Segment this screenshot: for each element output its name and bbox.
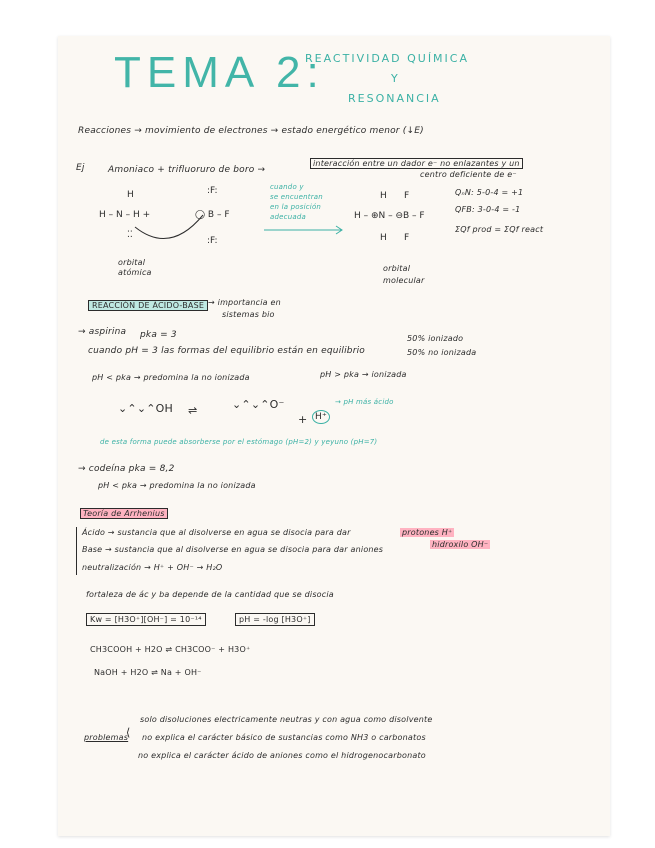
- charge-n: QₙN: 5-0-4 = +1: [455, 188, 524, 197]
- lewis-reactants: [95, 185, 295, 255]
- codeina: → codeína pka = 8,2: [78, 464, 175, 474]
- bracket: [76, 527, 77, 575]
- eq-note: → pH más ácido: [335, 398, 394, 406]
- acid-highlight: protones H⁺: [402, 528, 453, 537]
- ph-greater-pka: pH > pka → ionizada: [320, 370, 407, 379]
- svg-text:⁚⁚: ⁚⁚: [127, 230, 133, 240]
- neutralization: neutralización → H⁺ + OH⁻ → H₂O: [82, 563, 223, 572]
- charge-sum: ΣQf prod = ΣQf react: [455, 225, 544, 234]
- subtitle-line2: Y: [391, 72, 398, 85]
- strength-line: fortaleza de ác y ba depende de la cantidad que se disocia: [86, 590, 334, 599]
- aspirina-equilibrium: cuando pH = 3 las formas del equilibrio están en equilibrio: [88, 346, 366, 356]
- svg-text:H – N – H +: H – N – H +: [99, 210, 151, 220]
- eq-left: ⌄⌃⌄⌃OH: [118, 402, 173, 415]
- svg-text:◯ B – F: ◯ B – F: [195, 210, 230, 220]
- example-box-2: centro deficiente de e⁻: [420, 170, 517, 179]
- orbital-molecular-2: molecular: [383, 276, 425, 285]
- eq-right: ⌄⌃⌄⌃O⁻: [232, 398, 285, 411]
- no-ionizada-50: 50% no ionizada: [407, 348, 477, 357]
- base-definition: Base → sustancia que al disolverse en agua se disocia para dar aniones: [82, 545, 384, 554]
- kw-box: Kw = [H3O⁺][OH⁻] = 10⁻¹⁴: [86, 613, 206, 626]
- example-box: interacción entre un dador e⁻ no enlazantes y un: [310, 158, 523, 169]
- svg-text:H – ⊕N – ⊖B – F: H – ⊕N – ⊖B – F: [354, 211, 425, 221]
- acid-base-box: REACCIÓN DE ÁCIDO-BASE: [88, 300, 208, 311]
- problem-3: no explica el carácter ácido de aniones como el hidrogenocarbonato: [138, 751, 426, 760]
- acid-base-note: → importancia en: [208, 298, 281, 307]
- intro-line: Reacciones → movimiento de electrones → estado energético menor (↓E): [78, 126, 424, 136]
- reaction-acetic: CH3COOH + H2O ⇌ CH3COO⁻ + H3O⁺: [90, 645, 251, 654]
- problems-label: problemas: [84, 733, 129, 742]
- codeina-predomina: pH < pka → predomina la no ionizada: [98, 481, 256, 490]
- problem-2: no explica el carácter básico de sustancias como NH3 o carbonatos: [142, 733, 426, 742]
- base-highlight: hidroxilo OH⁻: [432, 540, 489, 549]
- orbital-atomic-2: atómica: [118, 268, 152, 277]
- svg-text:F: F: [404, 191, 410, 201]
- charge-b: QFB: 3-0-4 = -1: [455, 205, 521, 214]
- acid-base-note-2: sistemas bio: [222, 310, 275, 319]
- eq-plus: +: [298, 413, 308, 426]
- ph-box: pH = -log [H3O⁺]: [235, 613, 315, 626]
- problem-1: solo disoluciones electricamente neutras y con agua como disolvente: [140, 715, 433, 724]
- lewis-product: [352, 188, 462, 248]
- subtitle-line3: RESONANCIA: [348, 92, 441, 105]
- svg-text:H: H: [380, 233, 387, 243]
- arrhenius-box: Teoría de Arrhenius: [80, 508, 168, 519]
- absorption-note: de esta forma puede absorberse por el estómago (pH=2) y yeyuno (pH=7): [100, 438, 378, 446]
- svg-text:F: F: [404, 233, 410, 243]
- ionizado-50: 50% ionizado: [407, 334, 464, 343]
- arrow-icon: [262, 222, 352, 238]
- eq-proton: H⁺: [312, 410, 330, 424]
- note-line2: se encuentran: [270, 193, 323, 201]
- reaction-naoh: NaOH + H2O ⇌ Na + OH⁻: [94, 668, 202, 677]
- problems-brace-icon: ⟨: [126, 726, 131, 739]
- acid-definition: Ácido → sustancia que al disolverse en agua se disocia para dar: [82, 528, 351, 537]
- aspirina-pka: pka = 3: [140, 330, 177, 340]
- note-line1: cuando y: [270, 183, 304, 191]
- note-line3: en la posición: [270, 203, 322, 211]
- page-title: TEMA 2:: [114, 48, 325, 97]
- eq-arrow: ⇌: [188, 404, 198, 417]
- svg-text:H: H: [380, 191, 387, 201]
- orbital-molecular: orbital: [383, 264, 411, 273]
- svg-text::F:: :F:: [207, 186, 218, 196]
- subtitle-line1: REACTIVIDAD QUÍMICA: [305, 52, 470, 65]
- aspirina: → aspirina: [78, 327, 127, 337]
- svg-text::F:: :F:: [207, 236, 218, 246]
- example-label: Ej: [76, 163, 85, 173]
- example-text: Amoniaco + trifluoruro de boro →: [108, 165, 266, 175]
- note-line4: adecuada: [270, 213, 306, 221]
- orbital-atomic: orbital: [118, 258, 146, 267]
- svg-text:H: H: [127, 190, 134, 200]
- ph-less-pka: pH < pka → predomina la no ionizada: [92, 373, 250, 382]
